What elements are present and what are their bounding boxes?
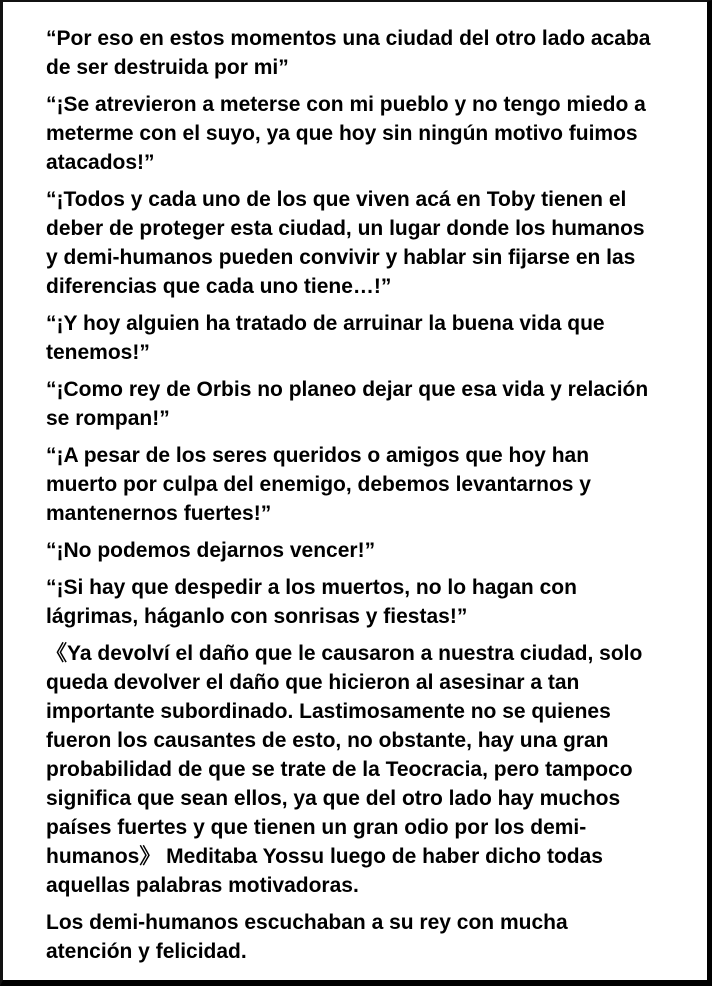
text-line: probabilidad de que se trate de la Teocracia, pero tampoco: [46, 758, 633, 781]
paragraph-8: [46, 573, 686, 631]
paragraph-1: [46, 24, 686, 82]
text-line: fueron los causantes de esto, no obstante, hay una gran: [46, 729, 609, 752]
paragraph-6: [46, 441, 686, 528]
text-line: atención y felicidad.: [46, 940, 247, 963]
text-line: “¡Todos y cada uno de los que viven acá en Toby tienen el: [46, 188, 627, 211]
text-line: países fuertes y que tienen un gran odio por los demi-: [46, 816, 587, 839]
text-line: se rompan!”: [46, 407, 170, 430]
text-line: importante subordinado. Lastimosamente no se quienes: [46, 700, 611, 723]
text-line: “¡A pesar de los seres queridos o amigos que hoy han: [46, 444, 590, 467]
paragraph-9: [46, 639, 686, 900]
text-line: 《Ya devolví el daño que le causaron a nuestra ciudad, solo: [46, 642, 643, 665]
text-line: diferencias que cada uno tiene…!”: [46, 275, 392, 298]
text-line: tenemos!”: [46, 341, 150, 364]
paragraph-5: [46, 375, 686, 433]
text-line: “Por eso en estos momentos una ciudad del otro lado acaba: [46, 27, 651, 50]
text-line: meterme con el suyo, ya que hoy sin ningún motivo fuimos: [46, 122, 638, 145]
text-line: aquellas palabras motivadoras.: [46, 874, 359, 897]
text-line: “¡Si hay que despedir a los muertos, no lo hagan con: [46, 576, 577, 599]
paragraph-2: [46, 90, 686, 177]
text-line: mantenernos fuertes!”: [46, 502, 272, 525]
text-line: queda devolver el daño que hicieron al asesinar a tan: [46, 671, 580, 694]
text-line: y demi-humanos pueden convivir y hablar sin fijarse en las: [46, 246, 636, 269]
paragraph-4: [46, 309, 686, 367]
text-line: Los demi-humanos escuchaban a su rey con mucha: [46, 911, 568, 934]
text-line: “¡Y hoy alguien ha tratado de arruinar la buena vida que: [46, 312, 605, 335]
paragraph-10: [46, 908, 686, 966]
text-line: “¡Como rey de Orbis no planeo dejar que esa vida y relación: [46, 378, 649, 401]
text-line: “¡No podemos dejarnos vencer!”: [46, 539, 376, 562]
paragraph-7: [46, 536, 686, 565]
text-line: atacados!”: [46, 151, 155, 174]
document-body: [46, 24, 686, 974]
text-line: muerto por culpa del enemigo, debemos levantarnos y: [46, 473, 591, 496]
text-line: de ser destruida por mi”: [46, 56, 289, 79]
paragraph-3: [46, 185, 686, 301]
text-line: “¡Se atrevieron a meterse con mi pueblo y no tengo miedo a: [46, 93, 646, 116]
text-line: humanos》 Meditaba Yossu luego de haber dicho todas: [46, 845, 603, 868]
text-line: lágrimas, háganlo con sonrisas y fiestas!”: [46, 605, 468, 628]
text-line: significa que sean ellos, ya que del otro lado hay muchos: [46, 787, 621, 810]
text-line: deber de proteger esta ciudad, un lugar donde los humanos: [46, 217, 645, 240]
